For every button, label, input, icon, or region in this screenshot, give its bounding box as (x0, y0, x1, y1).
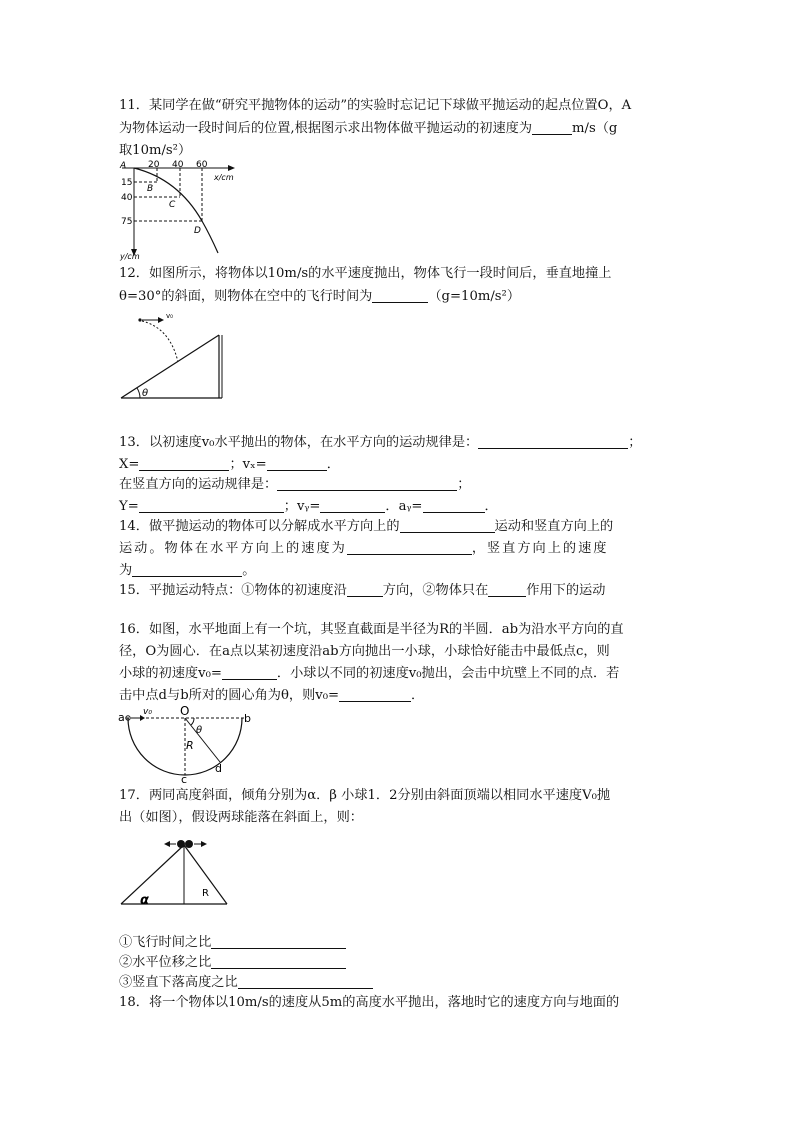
point-c-label: c (181, 773, 188, 784)
q16-line1: 16．如图，水平地面上有一个坑，其竖直截面是半径为R的半圆．ab为沿水平方向的直 (119, 622, 624, 637)
point-d-label: d (215, 762, 222, 775)
q16-pit-figure (118, 704, 253, 784)
q13-line3: 在竖直方向的运动规律是： ； (119, 477, 471, 492)
q17-line2: 出（如图），假设两球能落在斜面上，则： (119, 810, 363, 825)
q13-line1: 13．以初速度v₀水平抛出的物体，在水平方向的运动规律是： ； (119, 435, 642, 450)
x-tick-60: 60 (196, 160, 208, 170)
q17-item2: ②水平位移之比 (119, 953, 346, 972)
y-tick-75: 75 (121, 217, 133, 227)
q15-line: 15．平抛运动特点：①物体的初速度沿 方向，②物体只在 作用下的运动 (119, 583, 606, 598)
y-tick-15: 15 (121, 178, 133, 188)
point-c-label: C (169, 200, 176, 210)
q17-item3: ③竖直下落高度之比 (119, 973, 373, 992)
q14-line1: 14．做平抛运动的物体可以分解成水平方向上的 运动和竖直方向上的 (119, 519, 614, 534)
x-tick-20: 20 (148, 160, 160, 170)
v0-label: v₀ (143, 707, 152, 717)
radius-r-label: R (186, 739, 194, 752)
x-axis-label: x/cm (214, 173, 234, 182)
q12-incline-figure (118, 310, 238, 406)
point-b-label: b (244, 712, 251, 725)
v0-label: v₀ (166, 312, 173, 320)
q16-line2: 径，O为圆心．在a点以某初速度沿ab方向抛出一小球，小球恰好能击中最低点c，则 (119, 644, 610, 659)
q17-item1: ①飞行时间之比 (119, 933, 346, 952)
q11-trajectory-figure (118, 159, 240, 262)
q11-line3: 取10m/s²） (119, 143, 192, 158)
q17-line1: 17．两同高度斜面，倾角分别为α．β 小球1．2分别由斜面顶端以相同水平速度V₀抛 (119, 788, 611, 803)
q17-twin-slopes-figure (118, 834, 230, 908)
x-tick-40: 40 (172, 160, 184, 170)
point-a-label: A (120, 161, 127, 171)
angle-theta-label: θ (142, 388, 149, 399)
q11-line1: 11．某同学在做“研究平抛物体的运动”的实验时忘记记下球做平抛运动的起点位置O，A (119, 98, 632, 113)
q18-line1: 18．将一个物体以10m/s的速度从5m的高度水平抛出，落地时它的速度方向与地面的 (119, 995, 620, 1010)
q14-line2: 运动。物体在水平方向上的速度为 ，竖直方向上的速度 (119, 541, 609, 556)
beta-label: R (202, 888, 209, 899)
point-d-label: D (194, 226, 201, 236)
q14-line3: 为 。 (119, 563, 256, 578)
y-tick-40: 40 (121, 193, 133, 203)
point-a-label: a (118, 711, 125, 724)
q12-line2: θ=30°的斜面，则物体在空中的飞行时间为 （g=10m/s²） (119, 289, 521, 304)
angle-theta-label: θ (196, 725, 203, 736)
q13-line4: Y= ；vᵧ= ．aᵧ= ． (119, 499, 498, 514)
q16-line3: 小球的初速度v₀= ．小球以不同的初速度v₀抛出，会击中坑壁上不同的点．若 (119, 666, 620, 681)
q16-line4: 击中点d与b所对的圆心角为θ，则v₀= ． (119, 688, 425, 703)
y-axis-label: y/cm (120, 252, 140, 261)
q13-line2: X= ；vₓ= ． (119, 457, 340, 472)
q11-line2: 为物体运动一段时间后的位置,根据图示求出物体做平抛运动的初速度为 m/s（g (119, 121, 618, 136)
q12-line1: 12．如图所示，将物体以10m/s的水平速度抛出，物体飞行一段时间后，垂直地撞上 (119, 266, 612, 281)
alpha-label: α (140, 893, 149, 908)
point-b-label: B (147, 184, 154, 194)
center-o-label: O (180, 704, 190, 718)
